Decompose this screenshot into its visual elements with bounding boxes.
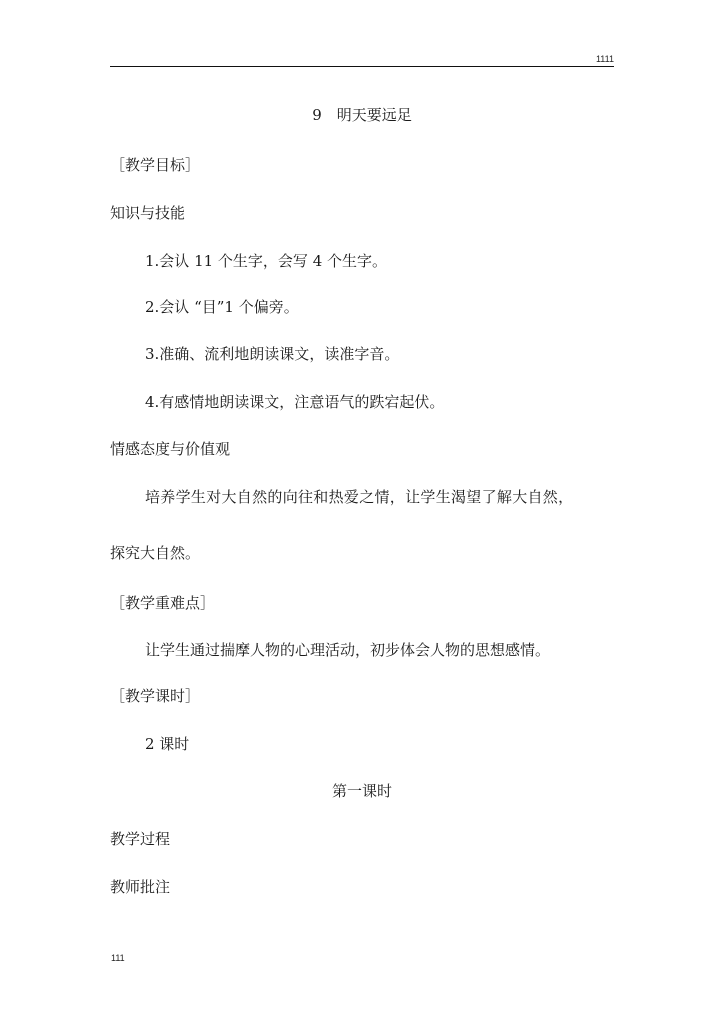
section-key-points-heading: ［教学重难点］	[110, 594, 216, 612]
emotion-paragraph-line2: 探究大自然。	[110, 544, 201, 562]
objective-item: 1.会认 11 个生字，会写 4 个生字。	[145, 252, 388, 270]
objective-item: 3.准确、流利地朗读课文，读准字音。	[145, 345, 400, 363]
key-points-text: 让学生通过揣摩人物的心理活动，初步体会人物的思想感情。	[145, 641, 551, 659]
knowledge-skills-heading: 知识与技能	[110, 204, 186, 222]
teaching-process-heading: 教学过程	[110, 830, 171, 848]
teacher-notes-heading: 教师批注	[110, 878, 171, 896]
document-title: 9 明天要远足	[312, 106, 412, 124]
emotion-paragraph-line1: 培养学生对大自然的向往和热爱之情，让学生渴望了解大自然，	[145, 488, 574, 506]
objective-item: 2.会认 “目”1 个偏旁。	[145, 298, 299, 316]
emotion-values-heading: 情感态度与价值观	[110, 440, 231, 458]
section-hours-heading: ［教学课时］	[110, 687, 201, 705]
header-divider	[110, 66, 614, 67]
objective-item: 4.有感情地朗读课文，注意语气的跌宕起伏。	[145, 393, 445, 411]
section-objectives-heading: ［教学目标］	[110, 156, 201, 174]
page-footer-number: 111	[111, 953, 125, 963]
page-header-number: 1111	[595, 54, 614, 64]
hours-text: 2 课时	[145, 735, 190, 753]
lesson-title: 第一课时	[331, 782, 392, 800]
